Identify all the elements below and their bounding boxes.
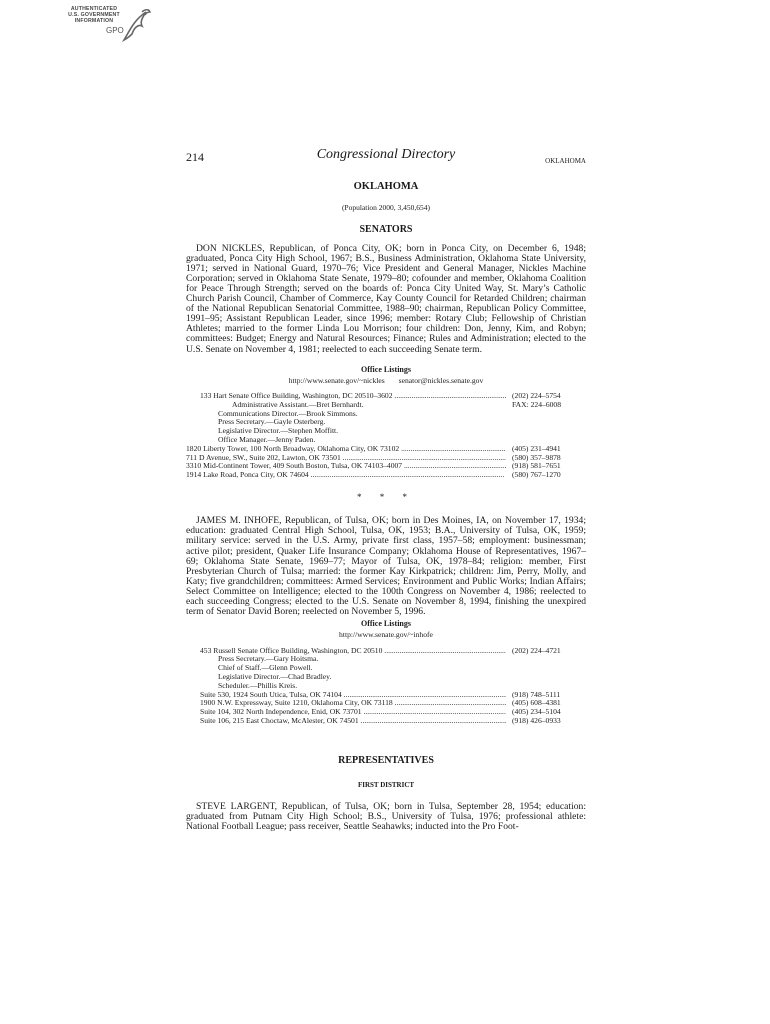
- office-phone: (202) 224–5754: [512, 391, 561, 401]
- office-links: [186, 630, 586, 640]
- office-row: [186, 471, 586, 480]
- office-phone: (405) 234–5104: [512, 707, 561, 717]
- gpo-authentication-seal: [64, 6, 154, 46]
- gpo-mark: GPO: [106, 26, 124, 35]
- senator-biography: JAMES M. INHOFE, Republican, of Tulsa, OK; born in Des Moines, IA, on November 17, 1934; education: graduated Central High School, Tulsa, OK, 1953; B.A., University of Tulsa, OK, 1959; military service: served in the U.S. Army, private first class, 1957–58; employment: businessman; active pilot; president, Quaker Life Insurance Company; Oklahoma House of Representatives, 1967–69; Oklahoma State Senate, 1969–77; Mayor of Tulsa, OK, 1978–84; religion: member, First Presbyterian Church of Tulsa; married: the former Kay Kirkpatrick; children: Jim, Perry, Molly, and Katy; five grandchildren; committees: Armed Services; Environment and Public Works; Indian Affairs; Select Committee on Intelligence; elected to the 100th Congress on November 4, 1986; reelected to each succeeding Congress; elected to the U.S. Senate on November 8, 1994, finishing the unexpired term of Senator David Boren; reelected on November 5, 1996.: [186, 515, 586, 618]
- staff-entry: Press Secretary.—Gayle Osterberg.: [218, 417, 326, 427]
- office-listing: [186, 647, 586, 726]
- staff-entry: Press Secretary.—Gary Hoitsma.: [218, 654, 319, 664]
- office-address: 1900 N.W. Expressway, Suite 1210, Oklahoma City, OK 73118 .....: [200, 699, 506, 708]
- representatives-heading: REPRESENTATIVES: [338, 754, 434, 766]
- website-link[interactable]: http://www.senate.gov/~inhofe: [339, 630, 433, 640]
- office-phone: (918) 426–0933: [512, 715, 561, 725]
- office-phone: (580) 767–1270: [512, 470, 561, 480]
- office-links: [186, 376, 586, 386]
- staff-entry: Administrative Assistant.—Bret Bernhardt.: [232, 399, 364, 409]
- office-listings-heading: Office Listings: [361, 364, 411, 374]
- seal-line: INFORMATION: [74, 18, 114, 24]
- office-row: [186, 717, 586, 726]
- office-phone: (918) 581–7651: [512, 461, 561, 471]
- page-number: 214: [186, 150, 204, 164]
- office-phone: (405) 608–4381: [512, 698, 561, 708]
- staff-entry: Legislative Director.—Chad Bradley.: [218, 671, 332, 681]
- staff-entry: Office Manager.—Jenny Paden.: [218, 435, 316, 445]
- website-link[interactable]: http://www.senate.gov/~nickles: [288, 375, 385, 385]
- staff-entry: Legislative Director.—Stephen Moffitt.: [218, 426, 339, 436]
- office-address: Suite 106, 215 East Choctaw, McAlester, OK 74501 .....: [200, 717, 506, 726]
- office-address: 1914 Lake Road, Ponca City, OK 74604 .....: [186, 471, 506, 480]
- office-phone: (405) 231–4941: [512, 443, 561, 453]
- office-address: Suite 104, 302 North Independence, Enid, OK 73701 .....: [200, 708, 506, 717]
- representative-biography: STEVE LARGENT, Republican, of Tulsa, OK; born in Tulsa, September 28, 1954; education: graduated from Putnam City High School; B.S., University of Tulsa, 1976; professional athlete: National Football League; pass receiver, Seattle Seahawks; inducted into the Pro Foot-: [186, 801, 586, 833]
- office-listing: [186, 392, 586, 480]
- seal-line: AUTHENTICATED: [70, 6, 118, 12]
- email-link[interactable]: senator@nickles.senate.gov: [398, 375, 484, 385]
- office-listings-heading: Office Listings: [361, 619, 411, 629]
- office-phone: (202) 224–4721: [512, 645, 561, 655]
- office-phone: (918) 748–5111: [512, 689, 561, 699]
- eagle-icon: [120, 6, 152, 42]
- office-address: Suite 530, 1924 South Utica, Tulsa, OK 74104 .....: [200, 691, 506, 700]
- office-phone: (580) 357–9878: [512, 452, 561, 462]
- running-head-state: OKLAHOMA: [545, 157, 586, 165]
- directory-page: [186, 148, 586, 832]
- office-address: 1820 Liberty Tower, 100 North Broadway, Oklahoma City, OK 73102 .....: [186, 445, 506, 454]
- senator-biography: DON NICKLES, Republican, of Ponca City, OK; born in Ponca City, on December 6, 1948; graduated, Ponca City High School, 1967; B.S., Business Administration, Oklahoma State University, 1971; served in National Guard, 1970–76; Vice President and General Manager, Nickles Machine Corporation; served in Oklahoma State Senate, 1979–80; cofounder and member, Oklahoma Coalition for Peace Through Strength; served on the boards of: Ponca City United Way, St. Mary’s Catholic Church Parish Council, Chamber of Commerce, Kay County Council for Retarded Children; chairman of the National Republican Senatorial Committee, 1988–90; chairman, Republican Policy Committee, 1991–95; Assistant Republican Leader, since 1996; member: Rotary Club; Fellowship of Christian Athletes; married to the former Linda Lou Morrison; four children: Don, Jenny, Kim, and Robyn; committees: Budget; Energy and Natural Resources; Finance; Rules and Administration; elected to the U.S. Senate on November 4, 1981; reelected to each succeeding Senate term.: [186, 242, 586, 355]
- staff-entry: Chief of Staff.—Glenn Powell.: [218, 663, 313, 673]
- office-address: 3310 Mid-Continent Tower, 409 South Boston, Tulsa, OK 74103–4007 .....: [186, 462, 506, 471]
- office-fax: FAX: 224–6008: [512, 399, 562, 409]
- office-address: 133 Hart Senate Office Building, Washington, DC 20510–3602 .....: [200, 392, 506, 401]
- state-heading: OKLAHOMA: [353, 181, 419, 192]
- senators-heading: SENATORS: [359, 224, 413, 236]
- population-note: (Population 2000, 3,450,654): [341, 203, 431, 213]
- section-separator: * * *: [357, 492, 415, 503]
- staff-entry: Communications Director.—Brook Simmons.: [218, 408, 358, 418]
- running-head: [186, 148, 586, 172]
- seal-line: U.S. GOVERNMENT: [68, 12, 120, 18]
- office-address: 453 Russell Senate Office Building, Washington, DC 20510 .....: [200, 647, 506, 656]
- publication-title: Congressional Directory: [316, 147, 456, 162]
- staff-entry: Scheduler.—Phillis Kreis.: [218, 680, 298, 690]
- office-address: 711 D Avenue, SW., Suite 202, Lawton, OK 73501 .....: [186, 454, 506, 463]
- district-heading: FIRST DISTRICT: [357, 780, 415, 789]
